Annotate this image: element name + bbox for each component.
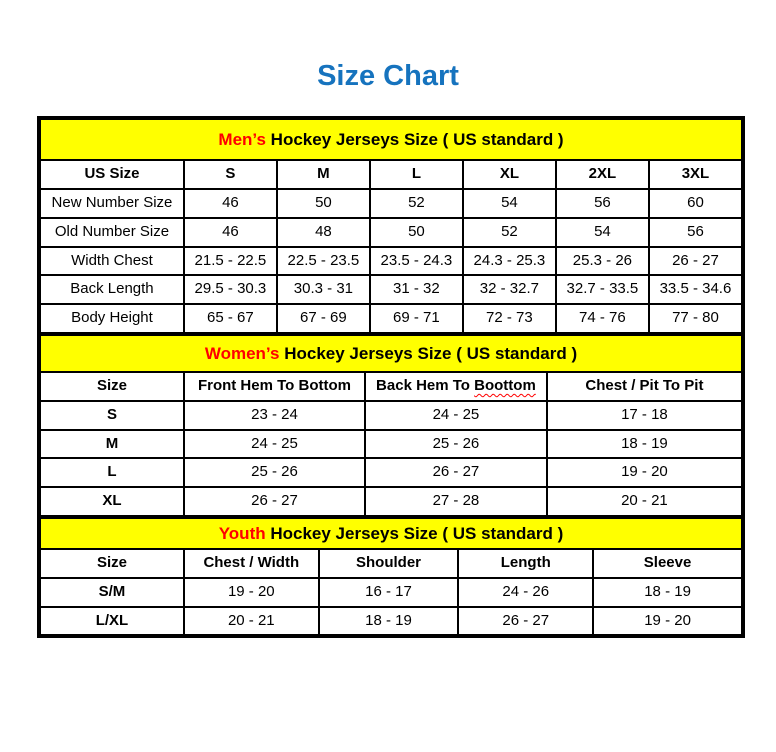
- mens-row-label: Body Height: [40, 304, 184, 333]
- womens-data-row: [40, 401, 742, 430]
- mens-cell: 33.5 - 34.6: [649, 275, 742, 304]
- mens-cell: 72 - 73: [463, 304, 556, 333]
- womens-banner-row: [40, 335, 742, 372]
- womens-row-label: M: [40, 430, 184, 459]
- womens-col-header-chest: Chest / Pit To Pit: [547, 372, 742, 401]
- youth-data-row: [40, 607, 742, 636]
- youth-cell: 19 - 20: [593, 607, 742, 636]
- youth-header-row: [40, 549, 742, 578]
- mens-row-label: Old Number Size: [40, 218, 184, 247]
- mens-table-title: [40, 119, 742, 160]
- womens-col-header-back-hem: [365, 372, 547, 401]
- mens-data-row: [40, 218, 742, 247]
- mens-header-row: [40, 160, 742, 189]
- mens-col-header-us-size: US Size: [40, 160, 184, 189]
- mens-cell: 48: [277, 218, 370, 247]
- womens-cell: 26 - 27: [184, 487, 365, 516]
- mens-cell: 21.5 - 22.5: [184, 247, 277, 276]
- mens-cell: 50: [277, 189, 370, 218]
- youth-title-text: Hockey Jerseys Size ( US standard ): [265, 523, 564, 543]
- youth-banner-row: [40, 518, 742, 549]
- youth-data-row: [40, 578, 742, 607]
- youth-cell: 16 - 17: [319, 578, 459, 607]
- mens-title-highlight: Men’s: [218, 130, 266, 149]
- womens-cell: 19 - 20: [547, 458, 742, 487]
- mens-cell: 22.5 - 23.5: [277, 247, 370, 276]
- mens-row-label: Back Length: [40, 275, 184, 304]
- mens-cell: 30.3 - 31: [277, 275, 370, 304]
- mens-cell: 26 - 27: [649, 247, 742, 276]
- womens-table-title: [40, 335, 742, 372]
- mens-data-row: [40, 189, 742, 218]
- womens-data-row: [40, 458, 742, 487]
- misspelled-word: Boottom: [474, 377, 536, 394]
- mens-cell: 25.3 - 26: [556, 247, 649, 276]
- womens-cell: 26 - 27: [365, 458, 547, 487]
- youth-col-header-sleeve: Sleeve: [593, 549, 742, 578]
- mens-col-header-xl: XL: [463, 160, 556, 189]
- womens-cell: 18 - 19: [547, 430, 742, 459]
- mens-cell: 29.5 - 30.3: [184, 275, 277, 304]
- youth-col-header-shoulder: Shoulder: [319, 549, 459, 578]
- youth-cell: 20 - 21: [184, 607, 319, 636]
- womens-title-highlight: Women’s: [204, 343, 280, 363]
- womens-cell: 27 - 28: [365, 487, 547, 516]
- youth-table-title: [40, 518, 742, 549]
- womens-size-table: [39, 334, 743, 517]
- womens-header-row: [40, 372, 742, 401]
- womens-data-row: [40, 487, 742, 516]
- mens-cell: 54: [556, 218, 649, 247]
- youth-cell: 24 - 26: [458, 578, 593, 607]
- womens-data-row: [40, 430, 742, 459]
- mens-cell: 52: [463, 218, 556, 247]
- page: [0, 60, 776, 752]
- womens-row-label: L: [40, 458, 184, 487]
- mens-title-text: Hockey Jerseys Size ( US standard ): [265, 130, 564, 149]
- womens-row-label: XL: [40, 487, 184, 516]
- youth-col-header-length: Length: [458, 549, 593, 578]
- mens-cell: 77 - 80: [649, 304, 742, 333]
- mens-cell: 56: [556, 189, 649, 218]
- mens-row-label: New Number Size: [40, 189, 184, 218]
- mens-cell: 65 - 67: [184, 304, 277, 333]
- youth-col-header-chest-width: Chest / Width: [184, 549, 319, 578]
- womens-col-header-size: Size: [40, 372, 184, 401]
- mens-cell: 52: [370, 189, 463, 218]
- womens-row-label: S: [40, 401, 184, 430]
- mens-cell: 50: [370, 218, 463, 247]
- mens-row-label: Width Chest: [40, 247, 184, 276]
- womens-cell: 23 - 24: [184, 401, 365, 430]
- mens-col-header-3xl: 3XL: [649, 160, 742, 189]
- mens-cell: 60: [649, 189, 742, 218]
- mens-data-row: [40, 304, 742, 333]
- mens-col-header-2xl: 2XL: [556, 160, 649, 189]
- mens-cell: 69 - 71: [370, 304, 463, 333]
- mens-cell: 24.3 - 25.3: [463, 247, 556, 276]
- womens-cell: 25 - 26: [365, 430, 547, 459]
- size-chart-frame: [37, 116, 745, 638]
- womens-col-header-front-hem: Front Hem To Bottom: [184, 372, 365, 401]
- mens-banner-row: [40, 119, 742, 160]
- womens-cell: 24 - 25: [365, 401, 547, 430]
- mens-cell: 46: [184, 218, 277, 247]
- mens-cell: 32.7 - 33.5: [556, 275, 649, 304]
- mens-col-header-l: L: [370, 160, 463, 189]
- youth-title-highlight: Youth: [218, 523, 266, 543]
- youth-cell: 18 - 19: [593, 578, 742, 607]
- mens-data-row: [40, 247, 742, 276]
- womens-cell: 17 - 18: [547, 401, 742, 430]
- youth-row-label: L/XL: [40, 607, 184, 636]
- page-title: Size Chart: [317, 60, 459, 92]
- womens-cell: 24 - 25: [184, 430, 365, 459]
- youth-cell: 26 - 27: [458, 607, 593, 636]
- back-hem-prefix: Back Hem To: [376, 377, 475, 394]
- mens-cell: 32 - 32.7: [463, 275, 556, 304]
- mens-col-header-m: M: [277, 160, 370, 189]
- mens-cell: 31 - 32: [370, 275, 463, 304]
- mens-cell: 46: [184, 189, 277, 218]
- womens-cell: 20 - 21: [547, 487, 742, 516]
- mens-col-header-s: S: [184, 160, 277, 189]
- mens-data-row: [40, 275, 742, 304]
- mens-cell: 67 - 69: [277, 304, 370, 333]
- mens-cell: 54: [463, 189, 556, 218]
- womens-title-text: Hockey Jerseys Size ( US standard ): [279, 343, 578, 363]
- youth-row-label: S/M: [40, 578, 184, 607]
- youth-cell: 19 - 20: [184, 578, 319, 607]
- youth-col-header-size: Size: [40, 549, 184, 578]
- mens-cell: 23.5 - 24.3: [370, 247, 463, 276]
- youth-cell: 18 - 19: [319, 607, 459, 636]
- womens-cell: 25 - 26: [184, 458, 365, 487]
- mens-cell: 74 - 76: [556, 304, 649, 333]
- mens-cell: 56: [649, 218, 742, 247]
- mens-size-table: [39, 118, 743, 334]
- youth-size-table: [39, 517, 743, 637]
